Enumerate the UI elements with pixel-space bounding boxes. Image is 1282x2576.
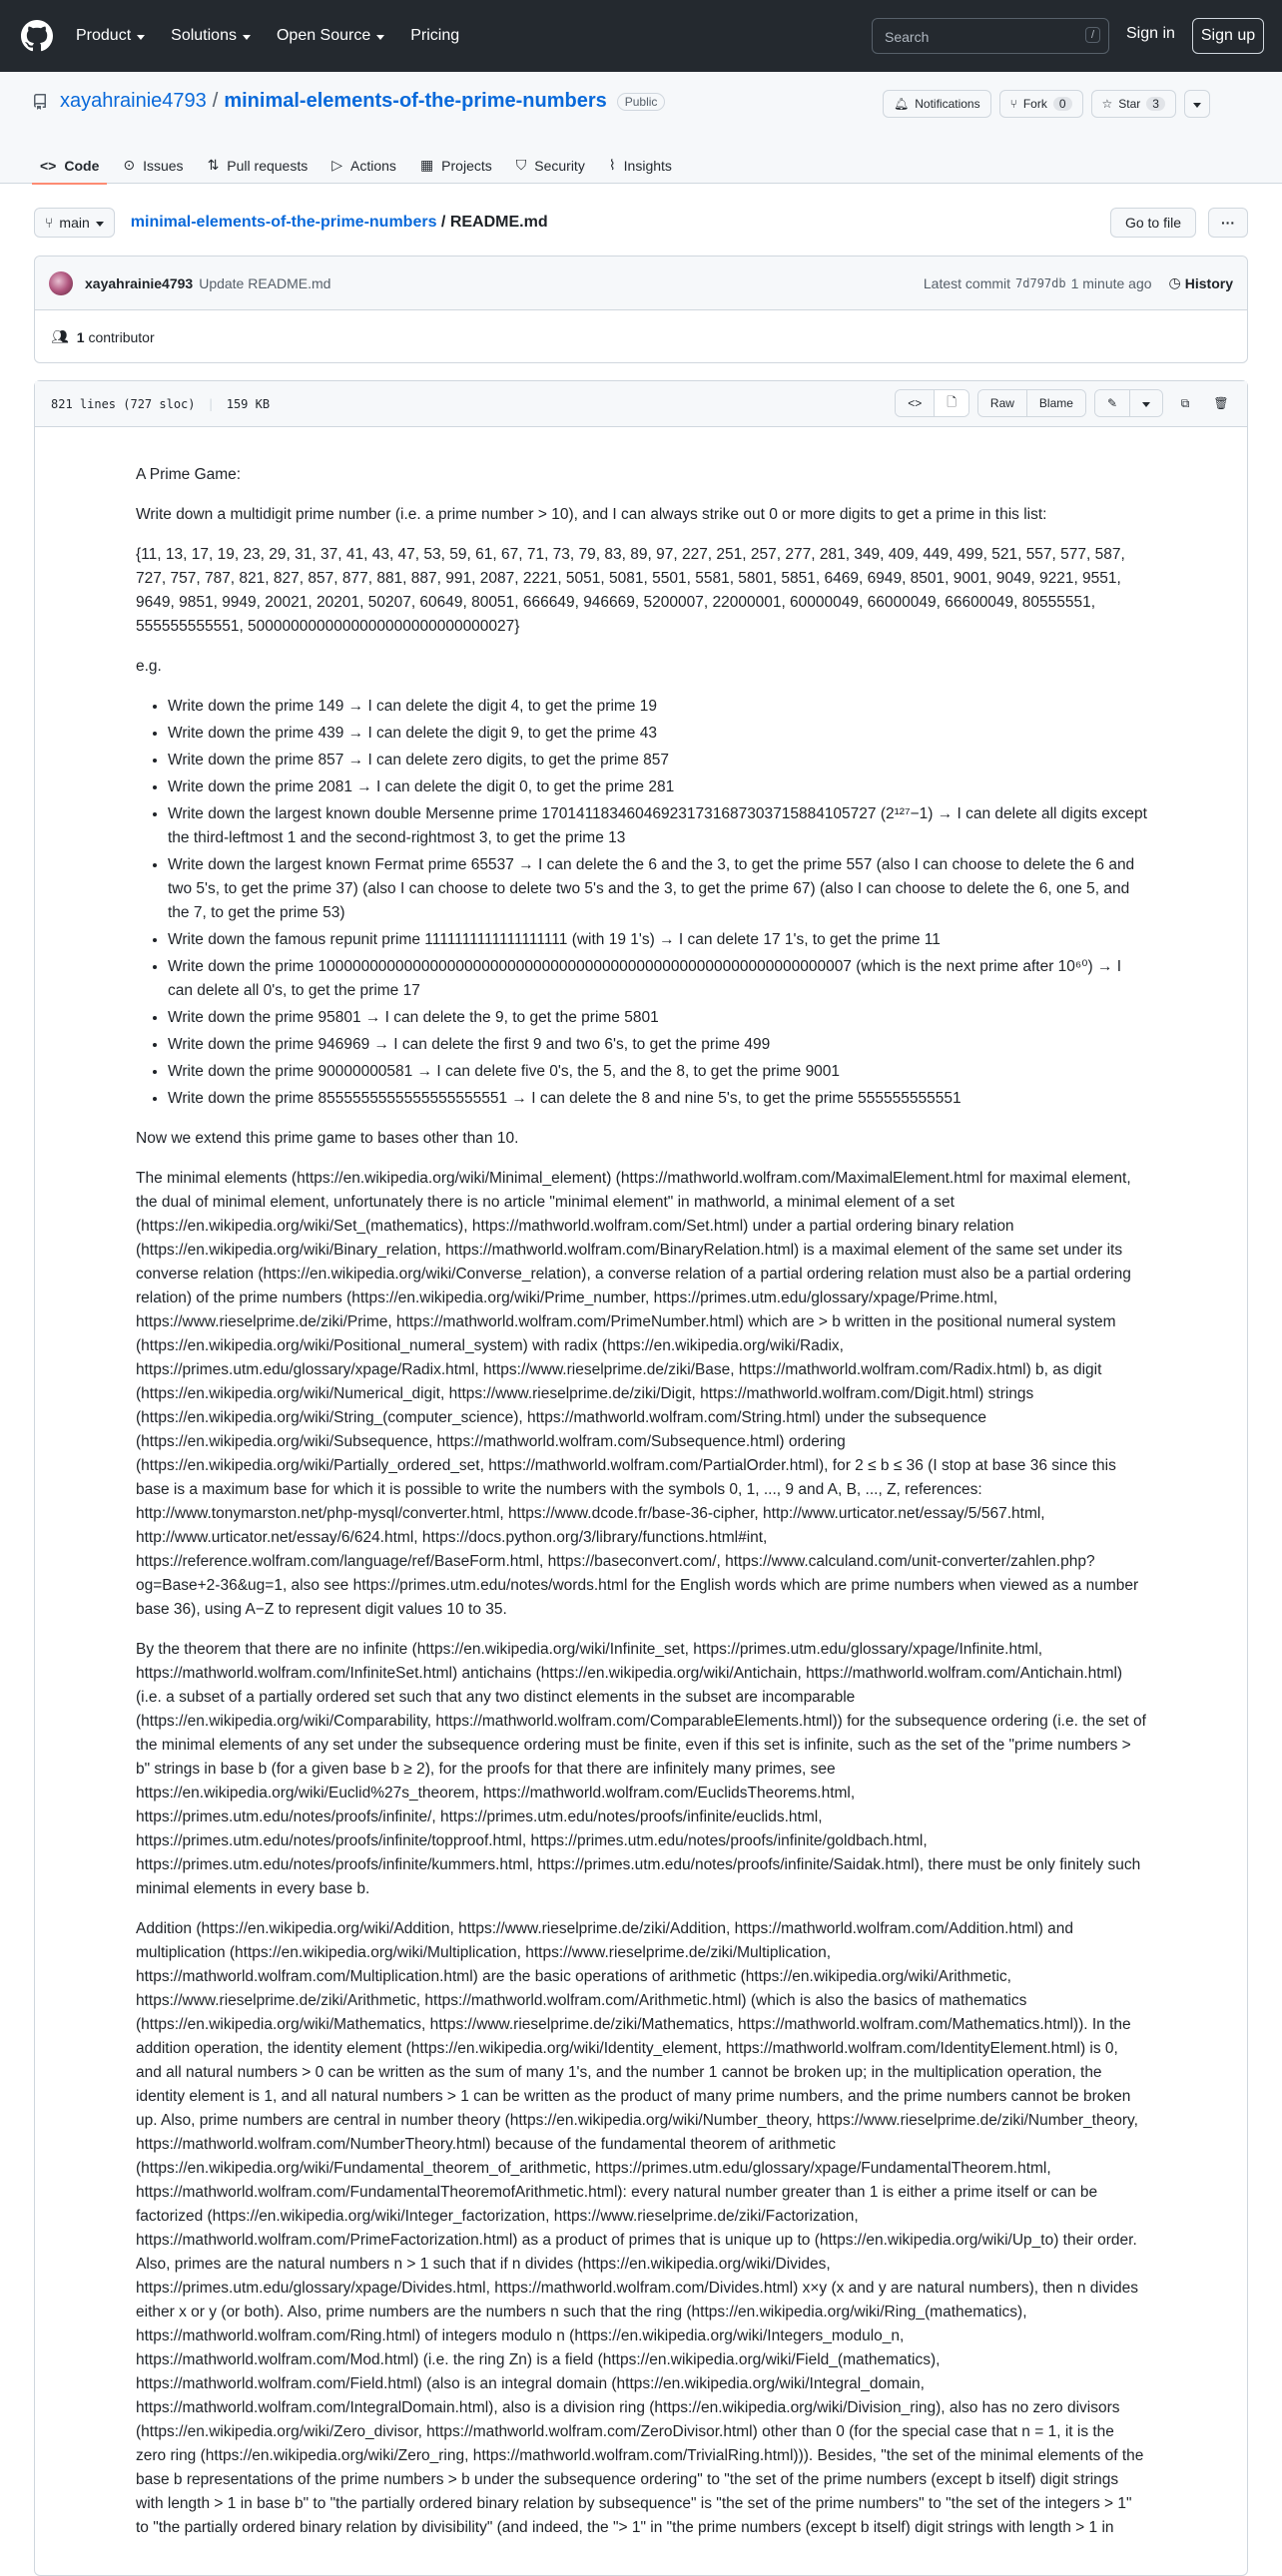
breadcrumb-repo-link[interactable]: minimal-elements-of-the-prime-numbers — [130, 214, 437, 231]
repo-icon — [32, 94, 48, 110]
nav-open-source[interactable] — [277, 27, 384, 45]
branch-name: main — [59, 215, 90, 231]
readme-paragraph: A Prime Game: — [136, 466, 242, 483]
commit-meta — [924, 274, 1233, 291]
file-breadcrumb-bar — [34, 208, 1248, 238]
list-item: • Write down the prime 95801 → I can delete the 9, to get the prime 5801 — [168, 1006, 1147, 1030]
notifications-button[interactable] — [883, 90, 991, 118]
chevron-down-icon — [96, 222, 104, 227]
pull-request-icon: ⇅ — [207, 157, 220, 173]
list-item: • Write down the prime 439 → I can delete the digit 9, to get the prime 43 — [168, 722, 1147, 746]
list-item: • Write down the prime 90000000581 → I can delete five 0's, the 5, and the 8, to get the prime 9001 — [168, 1060, 1147, 1084]
nav-product-label: Product — [76, 27, 132, 44]
nav-product[interactable] — [76, 27, 145, 45]
tab-actions-label: Actions — [350, 157, 396, 174]
fork-count: 0 — [1053, 97, 1072, 111]
list-item: • Write down the prime 857 → I can delete zero digits, to get the prime 857 — [168, 749, 1147, 773]
star-count: 3 — [1146, 97, 1165, 111]
graph-icon: ⌇ — [608, 157, 616, 173]
people-icon: 👥︎ — [51, 328, 69, 344]
branch-icon: ⑂ — [45, 215, 54, 231]
readme-paragraph: Now we extend this prime game to bases other than 10. — [136, 1130, 519, 1147]
rendered-view-button[interactable] — [935, 390, 968, 416]
github-logo-icon[interactable] — [20, 19, 54, 53]
tab-pull-requests[interactable] — [200, 147, 317, 184]
repo-actions — [883, 90, 1210, 118]
sign-up-button[interactable]: Sign up — [1192, 18, 1264, 54]
contributors-count: 1 — [76, 328, 85, 345]
path-separator: / — [436, 214, 450, 231]
file-actions — [895, 389, 1235, 417]
tab-pull-requests-label: Pull requests — [227, 157, 309, 174]
star-icon: ☆ — [1101, 97, 1113, 111]
nav-solutions[interactable] — [171, 27, 251, 45]
table-icon: ▦ — [419, 157, 434, 173]
list-item: • Write down the prime 8555555555555555555551 → I can delete the 8 and nine 5's, to get the prime 555555555551 — [168, 1087, 1147, 1111]
visibility-badge: Public — [617, 93, 666, 111]
file-header: 821 lines (727 sloc) | 159 KB <> 🗋︎ Raw Blame ✎ ⧉ 🗑︎ — [35, 381, 1247, 427]
commit-hash-link[interactable]: 7d797db — [1015, 275, 1066, 290]
view-toggle — [895, 389, 969, 417]
repo-name-link[interactable]: minimal-elements-of-the-prime-numbers — [224, 90, 607, 112]
readme-paragraph: By the theorem that there are no infinite (https://en.wikipedia.org/wiki/Infinite_set, https://primes.utm.edu/glossary/xpage/Infinite.html, https://mathworld.wolfram.com/InfiniteSet.html) antichains (https://en.wikipedia.org/wiki/Antichain, https://mathworld.wolfram.com/Antichain.html) (i.e. a subset of a partially ordered set such that any two distinct elements in the subset are incomparable (https://en.wikipedia.org/wiki/Comparability, https://mathworld.wolfram.com/ComparableElements.html)) for the subsequence ordering (i.e. the set of the minimal elements of any set under the subsequence ordering must be finite, even if this set is infinite, such as the set of the "prime numbers > b" strings in base b (for a given base b ≥ 2), for the proofs for that there are infinitely many primes, see https://en.wikipedia.org/wiki/Euclid%27s_theorem, https://mathworld.wolfram.com/EuclidsTheorems.html, https://primes.utm.edu/notes/proofs/infinite/, https://primes.utm.edu/notes/proofs/infinite/euclids.html, https://primes.utm.edu/notes/proofs/infinite/topproof.html, https://primes.utm.edu/notes/proofs/infinite/goldbach.html, https://primes.utm.edu/notes/proofs/infinite/kummers.html, https://primes.utm.edu/notes/proofs/infinite/Saidak.html), there must be only finitely such minimal elements in every base b. — [136, 1641, 1146, 1897]
repo-tabs — [32, 147, 680, 184]
list-item: • Write down the prime 10000000000000000000000000000000000000000000000000000000000007 (which is the next prime after 10⁶⁰) → I can delete all 0's, to get the prime 17 — [168, 955, 1147, 1003]
edit-dropdown-button[interactable] — [1130, 390, 1162, 416]
chevron-down-icon — [376, 35, 384, 40]
list-item: • Write down the prime 2081 → I can delete the digit 0, to get the prime 281 — [168, 775, 1147, 799]
code-icon: <> — [908, 396, 923, 410]
readme-paragraph: Write down a multidigit prime number (i.e. a prime number > 10), and I can always strike out 0 or more digits to get a prime in this list: — [136, 506, 1047, 523]
star-button[interactable] — [1091, 90, 1176, 118]
chevron-down-icon — [1193, 103, 1201, 108]
readme-paragraph: The minimal elements (https://en.wikipedia.org/wiki/Minimal_element) (https://mathworld.wolfram.com/MaximalElement.html for maximal element, the dual of minimal element, unfortunately there is no article "minimal element" in mathworld, a minimal element of a set (https://en.wikipedia.org/wiki/Set_(mathematics), https://mathworld.wolfram.com/Set.html) under a partial ordering binary relation (https://en.wikipedia.org/wiki/Binary_relation, https://mathworld.wolfram.com/BinaryRelation.html) is a maximal element of the same set under its converse relation (https://en.wikipedia.org/wiki/Converse_relation), a converse relation of a partial ordering relation must also be a partial ordering relation) of the prime numbers (https://en.wikipedia.org/wiki/Prime_number, https://primes.utm.edu/glossary/xpage/Prime.html, https://www.rieselprime.de/ziki/Prime, https://mathworld.wolfram.com/PrimeNumber.html) which are > b written in the positional numeral system (https://en.wikipedia.org/wiki/Positional_numeral_system) with radix (https://en.wikipedia.org/wiki/Radix, https://primes.utm.edu/glossary/xpage/Radix.html, https://www.rieselprime.de/ziki/Base, https://mathworld.wolfram.com/Radix.html) b, as digit (https://en.wikipedia.org/wiki/Numerical_digit, https://www.rieselprime.de/ziki/Digit, https://mathworld.wolfram.com/Digit.html) strings (https://en.wikipedia.org/wiki/String_(computer_science), https://mathworld.wolfram.com/String.html) under the subsequence (https://en.wikipedia.org/wiki/Subsequence, https://mathworld.wolfram.com/Subsequence.html) ordering (https://en.wikipedia.org/wiki/Partially_ordered_set, https://mathworld.wolfram.com/PartialOrder.html), for 2 ≤ b ≤ 36 (I stop at base 36 since this base is a maximum base for which it is possible to write the numbers with the symbols 0, 1, ..., 9 and A, B, ..., Z, references: http://www.tonymarston.net/php-mysql/converter.html, https://www.dcode.fr/base-36-cipher, http://www.urticator.net/essay/5/567.html, http://www.urticator.net/essay/6/624.html, https://docs.python.org/3/library/functions.html#int, https://reference.wolfram.com/language/ref/BaseForm.html, https://baseconvert.com/, https://www.calculand.com/unit-converter/zahlen.php?og=Base+2-36&ug=1, also see https://primes.utm.edu/notes/words.html for the English words which are prime numbers when viewed as a number base 36), using A−Z to represent digit values 10 to 35. — [136, 1170, 1139, 1618]
play-icon: ▷ — [331, 157, 343, 173]
example-list — [168, 695, 1147, 1111]
branch-selector[interactable] — [34, 208, 115, 238]
raw-button[interactable]: Raw — [978, 390, 1027, 416]
tab-code-label: Code — [64, 157, 100, 174]
notifications-label: Notifications — [915, 97, 980, 111]
list-item: • Write down the largest known double Mersenne prime 170141183460469231731687303715884105727 (2¹²⁷−1) → I can delete all digits except the third-leftmost 1 and the second-rightmost 3, to get the prime 13 — [168, 802, 1147, 850]
nav-pricing[interactable] — [410, 27, 459, 45]
tab-code[interactable] — [32, 147, 107, 184]
chevron-down-icon — [1142, 402, 1150, 407]
go-to-file-button[interactable]: Go to file — [1110, 208, 1196, 238]
latest-commit-box — [34, 256, 1248, 363]
more-options-button[interactable]: ··· — [1208, 208, 1248, 238]
avatar[interactable] — [49, 271, 73, 295]
tab-security-label: Security — [534, 157, 585, 174]
issue-icon: ⊙ — [123, 157, 136, 173]
code-icon: <> — [40, 157, 57, 174]
commit-time: 1 minute ago — [1070, 274, 1152, 291]
history-icon: ◷ — [1168, 274, 1181, 290]
readme-paragraph: e.g. — [136, 658, 162, 675]
commit-row — [35, 257, 1247, 310]
file-viewer — [34, 380, 1248, 2576]
commit-author-link[interactable]: xayahrainie4793 — [85, 274, 194, 291]
repo-title — [32, 90, 665, 113]
readme-paragraph: {11, 13, 17, 19, 23, 29, 31, 37, 41, 43, 47, 53, 59, 61, 67, 71, 73, 79, 83, 89, 97, 227, 251, 257, 277, 281, 349, 409, 449, 499, 521, 557, 577, 587, 727, 757, 787, 821, 827, 857, 877, 881, 887, 991, 2087, 2221, 5051, 5081, 5501, 5581, 5801, 5851, 6469, 6949, 8501, 9001, 9049, 9221, 9551, 9649, 9851, 9949, 20021, 20201, 50207, 60649, 80051, 666649, 946669, 5200007, 22000001, 60000049, 66000049, 66600049, 80555551, 555555555551, 5000000000000000000000000000027} — [136, 546, 1125, 635]
tab-insights-label: Insights — [623, 157, 672, 174]
bell-icon: 🔔︎ — [894, 97, 910, 111]
search-shortcut-key: / — [1085, 27, 1100, 43]
copy-button[interactable] — [1171, 389, 1199, 417]
search-input[interactable] — [872, 18, 1109, 54]
source-view-button[interactable] — [896, 390, 935, 416]
fork-label: Fork — [1022, 97, 1047, 111]
pencil-icon: ✎ — [1106, 396, 1117, 410]
shield-icon: ⛉ — [515, 157, 527, 173]
tab-security[interactable] — [508, 147, 593, 184]
repo-owner-link[interactable]: xayahrainie4793 — [60, 90, 207, 112]
tab-insights[interactable] — [601, 147, 680, 184]
breadcrumb — [131, 214, 548, 232]
list-item: • Write down the largest known Fermat prime 65537 → I can delete the 6 and the 3, to get the prime 557 (also I can choose to delete the 6 and two 5's, to get the prime 37) (also I can choose to delete two 5's and the 3, to get the prime 67) (also I can choose to delete the 6, one 5, and the 7, to get the prime 53) — [168, 853, 1147, 925]
latest-commit-label: Latest commit — [923, 274, 1011, 291]
file-size: 159 KB — [226, 396, 271, 411]
path-separator: / — [212, 90, 219, 112]
copy-icon: ⧉ — [1180, 395, 1190, 410]
fork-icon: ⑂ — [1009, 97, 1017, 111]
list-item: • Write down the famous repunit prime 1111111111111111111 (with 19 1's) → I can delete 17 1's, to get the prime 11 — [168, 928, 1147, 952]
star-label: Star — [1118, 97, 1141, 111]
site-header — [0, 0, 1282, 72]
list-item: • Write down the prime 946969 → I can delete the first 9 and two 6's, to get the prime 499 — [168, 1033, 1147, 1057]
tab-projects[interactable] — [412, 147, 500, 184]
tab-issues[interactable] — [115, 147, 191, 184]
edit-group — [1094, 389, 1163, 417]
delete-button[interactable] — [1207, 389, 1235, 417]
sign-in-link[interactable]: Sign in — [1126, 25, 1175, 42]
history-button[interactable] — [1169, 274, 1233, 291]
fork-button[interactable] — [999, 90, 1083, 118]
history-label: History — [1184, 274, 1233, 291]
commit-message-link[interactable]: Update README.md — [199, 274, 331, 291]
search-placeholder: Search — [885, 29, 930, 45]
file-line-count: 821 lines (727 sloc) — [51, 396, 196, 411]
tab-issues-label: Issues — [143, 157, 184, 174]
contributors-label: contributor — [88, 328, 155, 345]
file-icon: 🗋︎ — [947, 394, 957, 409]
repo-header — [0, 72, 1282, 184]
chevron-down-icon — [137, 35, 145, 40]
nav-open-source-label: Open Source — [276, 27, 371, 44]
nav-pricing-label: Pricing — [410, 27, 460, 44]
chevron-down-icon — [243, 35, 251, 40]
readme-paragraph: Addition (https://en.wikipedia.org/wiki/Addition, https://www.rieselprime.de/ziki/Addition, https://mathworld.wolfram.com/Addition.html) and multiplication (https://en.wikipedia.org/wiki/Multiplication, https://www.rieselprime.de/ziki/Multiplication, https://mathworld.wolfram.com/Multiplication.html) are the basic operations of arithmetic (https://en.wikipedia.org/wiki/Arithmetic, https://www.rieselprime.de/ziki/Arithmetic, https://mathworld.wolfram.com/Arithmetic.html) (which is also the basics of mathematics (https://en.wikipedia.org/wiki/Mathematics, https://www.rieselprime.de/ziki/Mathematics, https://mathworld.wolfram.com/Mathematics.html)). In the addition operation, the identity element (https://en.wikipedia.org/wiki/Identity_element, https://mathworld.wolfram.com/IdentityElement.html) is 0, and all natural numbers > 0 can be written as the sum of many 1's, and the number 1 cannot be broken up; in the multiplication operation, the identity element is 1, and all natural numbers > 1 can be written as the product of many prime numbers, and the prime numbers cannot be broken up. Also, prime numbers are central in number theory (https://en.wikipedia.org/wiki/Number_theory, https://www.rieselprime.de/ziki/Number_theory, https://mathworld.wolfram.com/NumberTheory.html) because of the fundamental theorem of arithmetic (https://en.wikipedia.org/wiki/Fundamental_theorem_of_arithmetic, https://primes.utm.edu/glossary/xpage/FundamentalTheorem.html, https://mathworld.wolfram.com/FundamentalTheoremofArithmetic.html): every natural number greater than 1 is either a prime itself or can be factorized (https://en.wikipedia.org/wiki/Integer_factorization, https://www.rieselprime.de/ziki/Factorization, https://mathworld.wolfram.com/PrimeFactorization.html) as a product of primes that is unique up to (https://en.wikipedia.org/wiki/Up_to) their order. Also, primes are the natural numbers n > 1 such that if n divides (https://en.wikipedia.org/wiki/Divides, https://primes.utm.edu/glossary/xpage/Divides.html, https://mathworld.wolfram.com/Divides.html) x×y (x and y are natural numbers), then n divides either x or y (or both). Also, prime numbers are the numbers n such that the ring (https://en.wikipedia.org/wiki/Ring_(mathematics), https://mathworld.wolfram.com/Ring.html) of integers modulo n (https://en.wikipedia.org/wiki/Integers_modulo_n, https://mathworld.wolfram.com/Mod.html) (i.e. the ring Zn) is a field (https://en.wikipedia.org/wiki/Field_(mathematics), https://mathworld.wolfram.com/Field.html) (also is an integral domain (https://en.wikipedia.org/wiki/Integral_domain, https://mathworld.wolfram.com/IntegralDomain.html), also is a division ring (https://en.wikipedia.org/wiki/Division_ring), also has no zero divisors (https://en.wikipedia.org/wiki/Zero_divisor, https://mathworld.wolfram.com/ZeroDivisor.html) other than 0 (for the special case that n = 1, it is the zero ring (https://en.wikipedia.org/wiki/Zero_ring, https://mathworld.wolfram.com/TrivialRing.html))). Besides, "the set of the minimal elements of the base b representations of the prime numbers > b under the subsequence ordering" to "the set of the prime numbers (except b itself) digit strings with length > 1 in base b" to "the partially ordered binary relation by subsequence" is "the set of the prime numbers" to "the set of the integers > 1" to "the partially ordered binary relation by divisibility" (and indeed, the "> 1" in "the prime numbers (except b itself) digit strings with length > 1 in — [136, 1920, 1144, 2536]
nav-solutions-label: Solutions — [171, 27, 237, 44]
list-item: • Write down the prime 149 → I can delete the digit 4, to get the prime 19 — [168, 695, 1147, 719]
tab-projects-label: Projects — [441, 157, 492, 174]
raw-blame-group — [977, 389, 1086, 417]
breadcrumb-filename: README.md — [449, 214, 548, 231]
blame-button[interactable]: Blame — [1027, 390, 1085, 416]
star-dropdown-button[interactable] — [1184, 90, 1210, 118]
contributors-row[interactable] — [35, 310, 1247, 363]
readme-content — [35, 427, 1247, 2540]
tab-actions[interactable] — [323, 147, 404, 184]
edit-button[interactable] — [1095, 390, 1130, 416]
trash-icon: 🗑︎ — [1213, 396, 1229, 410]
main-nav — [76, 27, 459, 45]
